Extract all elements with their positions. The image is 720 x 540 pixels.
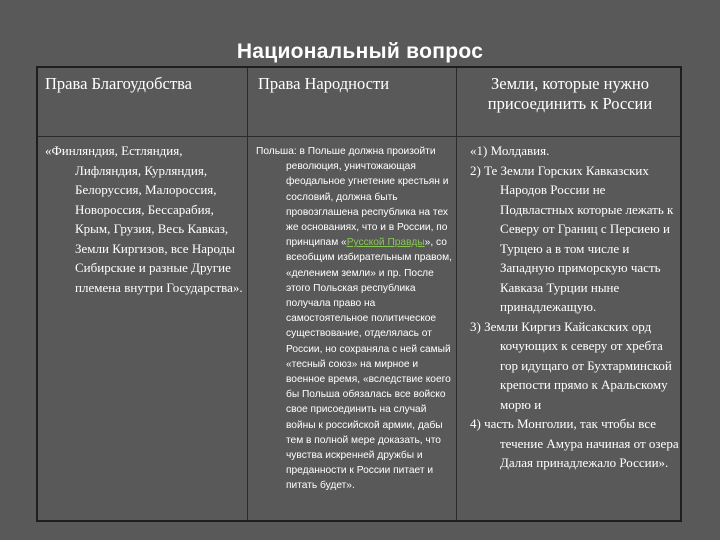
list-item: «1) Молдавия. (470, 143, 550, 158)
slide-title: Национальный вопрос (236, 40, 484, 63)
list-item: 3) Земли Киргиз Кайсакских орд кочующих к северу от хребта гор идущаго от Бухтарминской крепости прямо к Аральскому морю и (470, 318, 672, 412)
header-divider (38, 136, 680, 137)
lands-to-annex-list (470, 141, 680, 473)
header-rights-of-well-being: Права Благоудобства (45, 74, 192, 93)
poland-text-before: Польша: в Польше должна произойти революция, уничтожающая феодальное угнетение крестьян и сословий, должна быть провозглашена республика на тех же основаниях, что и в России, по принципам « (256, 146, 449, 249)
header-rights-of-nationality: Права Народности (258, 74, 390, 93)
list-item: 4) часть Монголии, так чтобы все течение Амура начиная от озера Далая принадлежало России». (470, 416, 679, 470)
rights-of-well-being-list: «Финляндия, Естляндия, Лифляндия, Курляндия, Белоруссия, Малороссия, Новороссия, Бессарабия, Крым, Грузия, Весь Кавказ, Земли Киргизов, все Народы Сибирские и разные Другие племена внутри Государства». (45, 143, 243, 295)
header-lands-to-annex: Земли, которые нужно присоединить к России (487, 74, 653, 113)
national-question-table (36, 66, 682, 522)
russkaya-pravda-link[interactable]: Русской Правды (346, 237, 425, 249)
poland-paragraph (256, 144, 453, 494)
list-item: 2) Те Земли Горских Кавказских Народов России не Подвластных которые лежать к Северу от Границ с Персиею и Турцею а в том числе и Западную приморскую часть Кавказа Турции ныне принадлежащую. (470, 162, 674, 314)
poland-text-after: », со всеобщим избирательным правом, «делением земли» и пр. После этого Польская республика получала право на самостоятельное политическое существование, отделялась от России, но сохраняла с ней самый «тесный союз» на мирное и военное время, «вследствие коего бы Польша обязалась все войско свое присоединить на случай войны к российской армии, дабы тем в полной мере доказать, что чувства искренней дружбы и преданности к России питает и питать будет». (286, 237, 452, 492)
